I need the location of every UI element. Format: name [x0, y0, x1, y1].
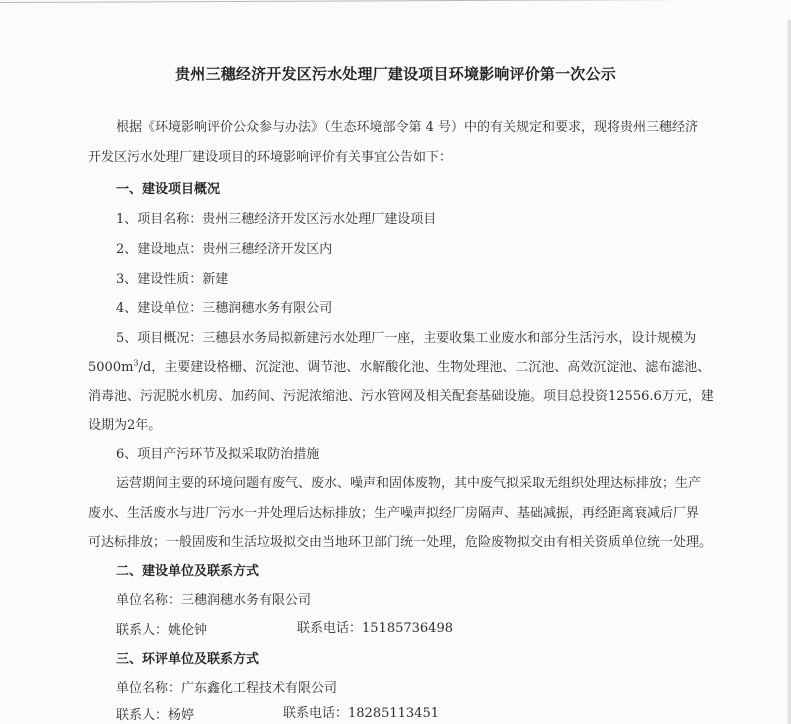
pollution-measures-line-1: 运营期间主要的环境问题有废气、废水、噪声和固体废物，其中废气拟采取无组织处理达标排放；生产: [116, 476, 702, 491]
pollution-measures-line-2: 废水、生活废水与进厂污水一并处理后达标排放；生产噪声拟经厂房隔声、基础减振，再经距离衰减后厂界: [88, 506, 700, 521]
eia-contact-phone: 联系电话：18285113451: [283, 706, 439, 721]
eia-contact-person: 联系人：杨婷: [116, 708, 195, 723]
project-nature-line: 3、建设性质：新建: [116, 272, 229, 287]
intro-line-2: 开发区污水处理厂建设项目的环境影响评价有关事宜公告如下：: [88, 150, 453, 165]
construction-contact-person: 联系人：姚伦钟: [116, 623, 208, 638]
pollution-measures-line-3: 可达标排放；一般固废和生活垃圾拟交由当地环卫部门统一处理，危险废物拟交由有相关资质单位统一处理。: [88, 535, 713, 550]
construction-unit-line: 4、建设单位：三穗润穗水务有限公司: [116, 301, 333, 316]
document-title: 贵州三穗经济开发区污水处理厂建设项目环境影响评价第一次公示: [175, 65, 616, 83]
overview-line-2-text: /d，主要建设格栅、沉淀池、调节池、水解酸化池、生物处理池、二沉池、高效沉淀池、滤布滤池、: [138, 360, 711, 375]
eia-unit-name-line: 单位名称：广东鑫化工程技术有限公司: [116, 681, 338, 696]
project-location-line: 2、建设地点：贵州三穗经济开发区内: [116, 242, 333, 257]
top-border-line: [0, 0, 788, 3]
section-3-heading: 三、环评单位及联系方式: [116, 652, 260, 667]
project-overview-line-2: [88, 356, 710, 375]
pollution-measures-title: 6、项目产污环节及拟采取防治措施: [116, 447, 320, 462]
design-scale-superscript: 3: [133, 358, 139, 368]
section-2-heading: 二、建设单位及联系方式: [116, 564, 260, 579]
project-overview-line-1: 5、项目概况：三穗县水务局拟新建污水处理厂一座，主要收集工业废水和部分生活污水，设计规模为: [116, 331, 697, 346]
section-1-heading: 一、建设项目概况: [116, 182, 221, 197]
design-scale-value: 5000m: [88, 360, 134, 375]
scan-right-edge: [787, 20, 791, 724]
project-overview-line-4: 设期为2年。: [88, 418, 162, 433]
construction-contact-phone: 联系电话：15185736498: [297, 621, 453, 636]
project-name-line: 1、项目名称：贵州三穗经济开发区污水处理厂建设项目: [116, 212, 437, 227]
project-overview-line-3: 消毒池、污泥脱水机房、加药间、污泥浓缩池、污水管网及相关配套基础设施。项目总投资12556.6万元，建: [88, 389, 714, 404]
intro-line-1: 根据《环境影响评价公众参与办法》（生态环境部令第 4 号）中的有关规定和要求，现将贵州三穗经济: [116, 120, 699, 135]
construction-unit-name-line: 单位名称：三穗润穗水务有限公司: [116, 593, 312, 608]
